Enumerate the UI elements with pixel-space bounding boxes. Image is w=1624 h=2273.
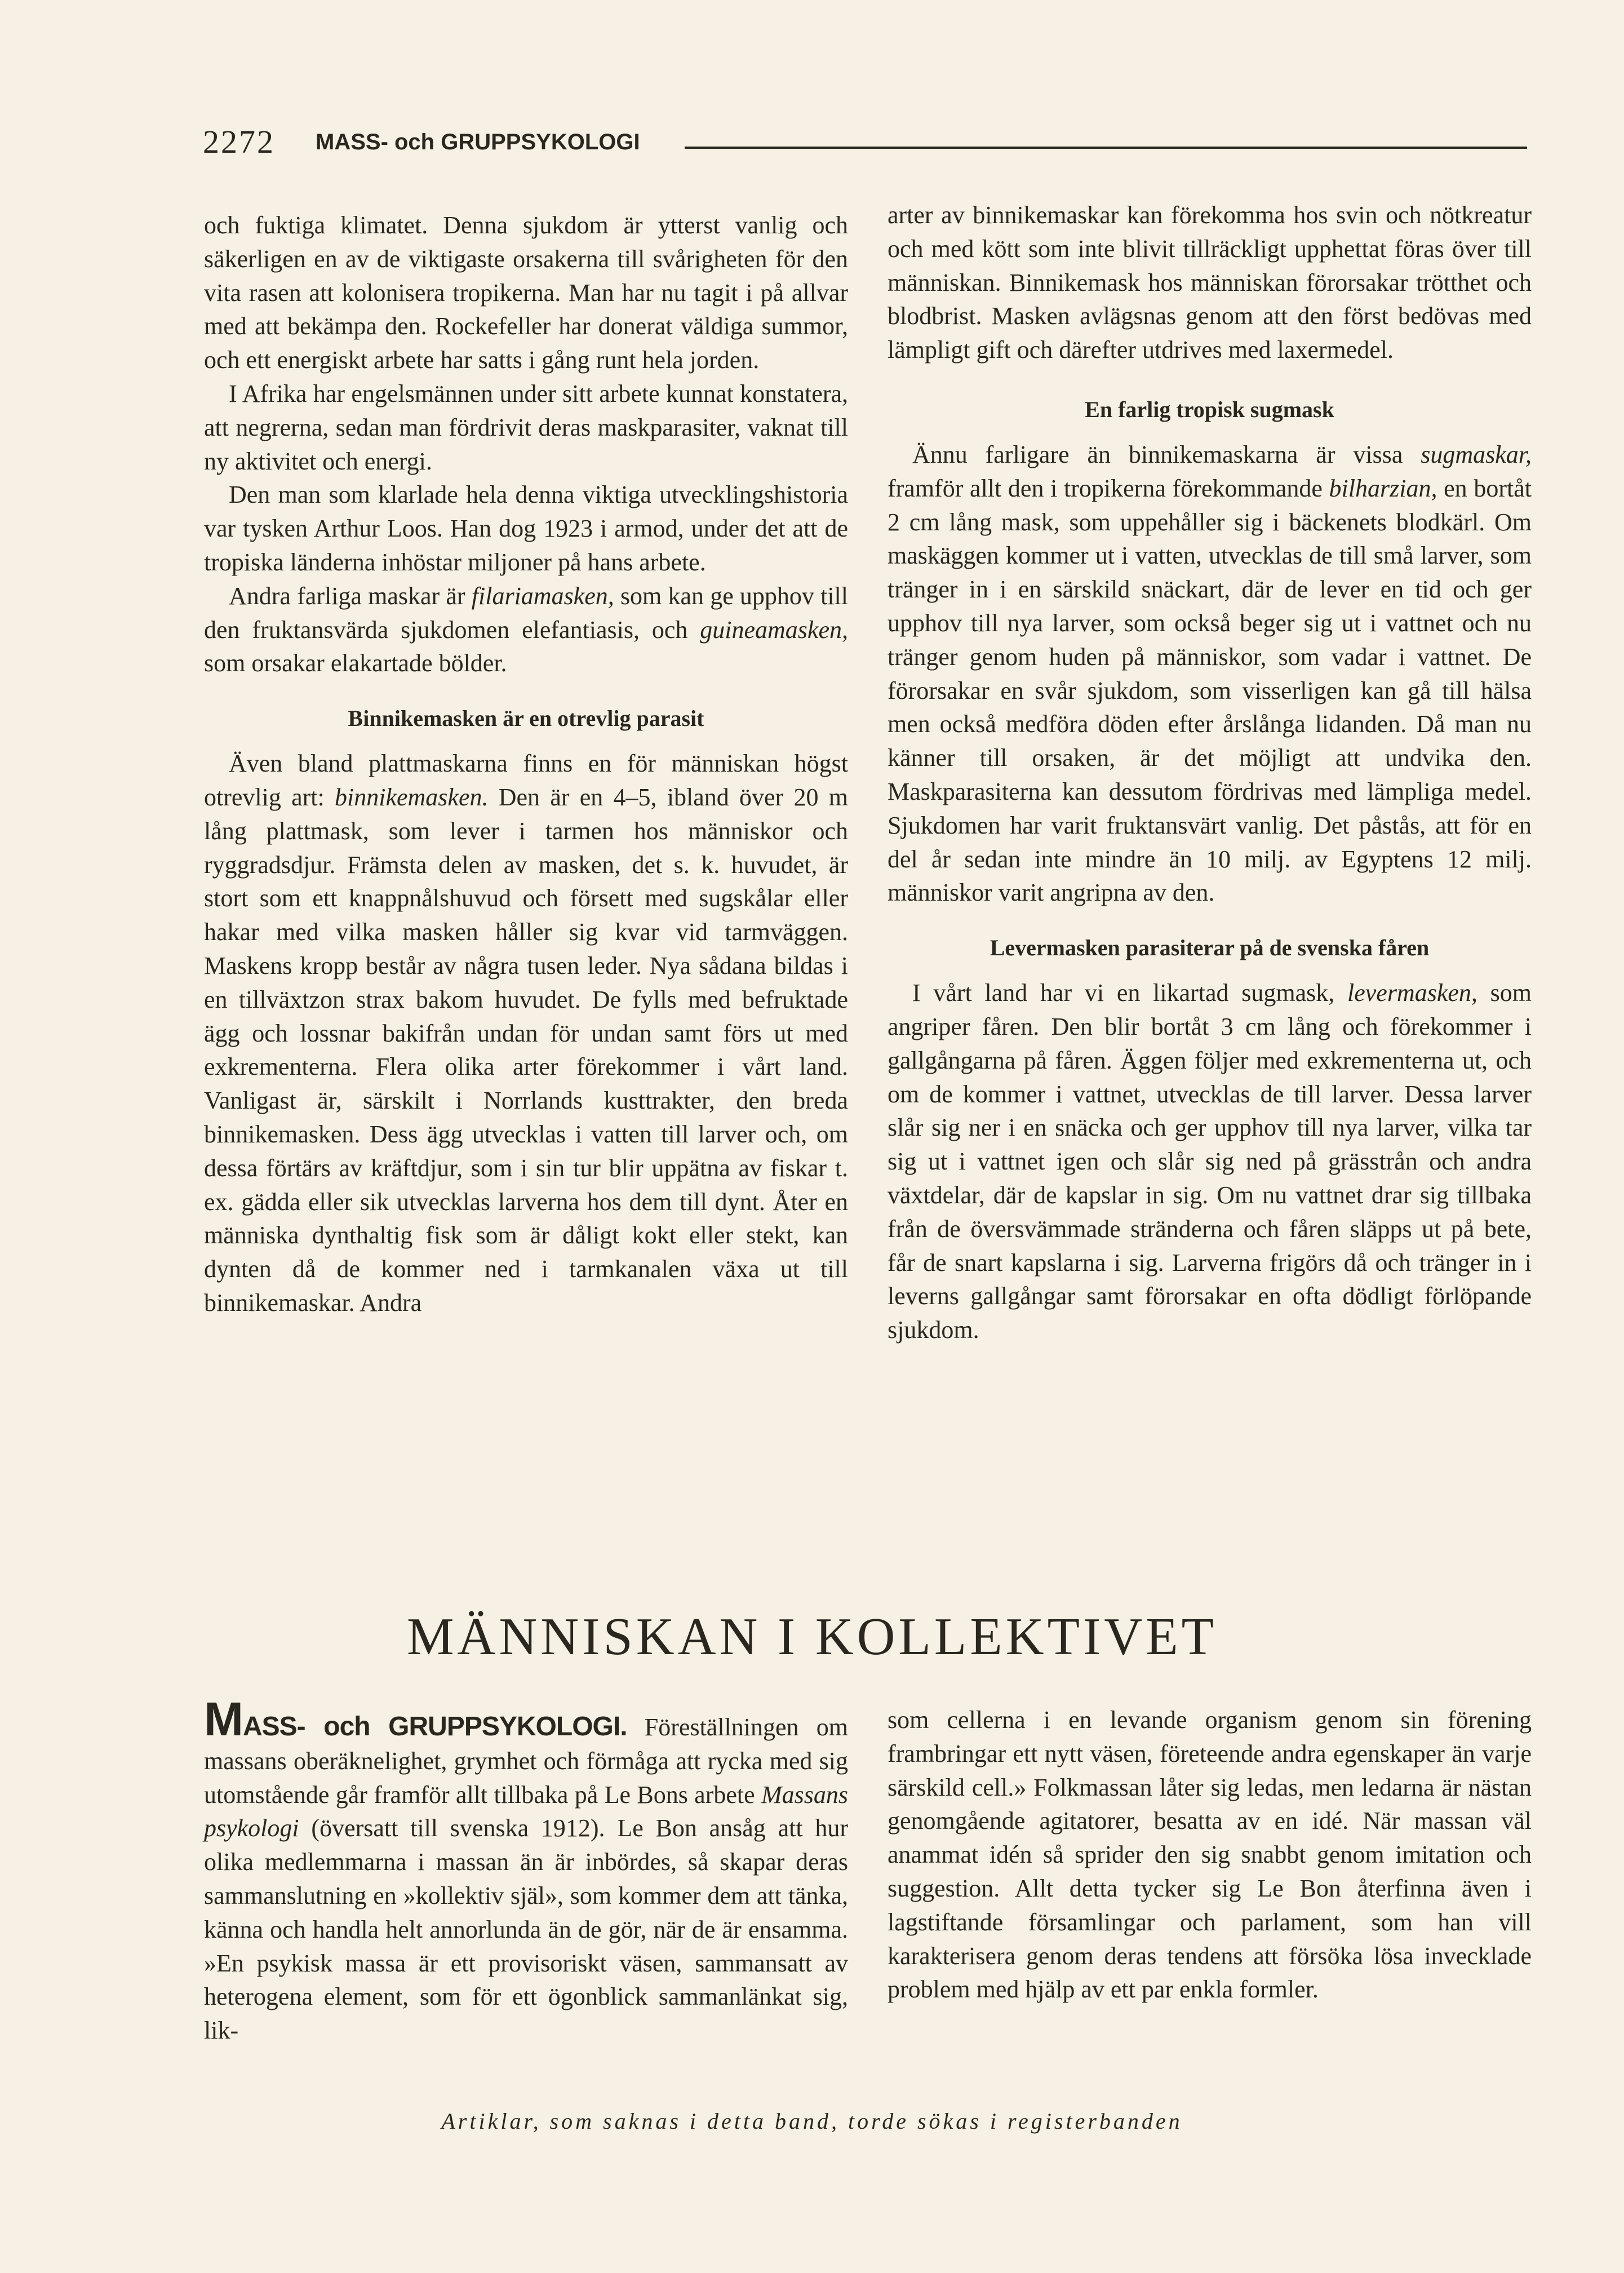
paragraph: I Afrika har engelsmännen under sitt arbete kunnat konstatera, att negrerna, sedan man fördrivit deras maskparasiter, vaknat till ny aktivitet och energi.	[204, 379, 848, 475]
lead-rest: ASS- och GRUPPSYKOLOGI.	[242, 1712, 627, 1742]
section-right-column	[888, 1703, 1532, 2006]
text: Den är en 4–5, ibland över 20 m lång plattmask, som lever i tarmen hos människor och ryggradsdjur. Främsta delen av masken, det s. k. huvudet, är stort som ett knappnålshuvud och försett med sugskålar eller hakar med vilka masken håller sig kvar vid tarmväggen. Maskens kropp består av några tusen leder. Nya sådana bildas i en tillväxtzon strax bakom huvudet. De fylls med befruktade ägg och lossnar bakifrån undan för undan samt förs ut med exkrementerna. Flera olika arter förekommer i vårt land. Vanligast är, särskilt i Norrlands kusttrakter, den breda binnikemasken. Dess ägg utvecklas i vatten till larver och, om dessa förtärs av kräftdjur, som i sin tur blir uppätna av fiskar t. ex. gädda eller sik utvecklas larverna hos dem till dynt. Åter en människa dynthaltig fisk som är dåligt kokt eller stekt, kan dynten då de kommer ned i tarmkanalen växa ut till binnikemaskar. Andra	[204, 783, 848, 1317]
section-heading: Levermasken parasiterar på de svenska fåren	[990, 935, 1430, 961]
text: som kan ge upphov till den fruktansvärda sjukdomen elefantiasis, och	[204, 582, 848, 644]
text: som orsakar elakartade bölder.	[204, 649, 507, 677]
paragraph	[204, 747, 848, 1320]
right-column	[888, 198, 1532, 1347]
paragraph: arter av binnikemaskar kan förekomma hos svin och nötkreatur och med kött som inte blivit tillräckligt upphettat föras över till människan. Binnikemask hos människan förorsakar trötthet och blodbrist. Masken avlägsnas genom att den först bedövas med lämpligt gift och därefter utdrives med laxermedel.	[888, 201, 1532, 364]
paragraph	[204, 1692, 848, 2048]
left-column	[204, 209, 848, 1320]
italic-title: Massans psykologi	[204, 1780, 848, 1842]
paragraph	[888, 438, 1532, 910]
section-left-column	[204, 1692, 848, 2048]
section-heading: En farlig tropisk sugmask	[1085, 396, 1334, 422]
section-title: MÄNNISKAN I KOLLEKTIVET	[406, 1607, 1218, 1666]
paragraph: och fuktiga klimatet. Denna sjukdom är ytterst vanlig och säkerligen en av de viktigaste orsakerna till svårigheten för den vita rasen att kolonisera tropikerna. Man har nu tagit i på allvar med att bekämpa den. Rockefeller har donerat väldiga summor, och ett energiskt arbete har satts i gång runt hela jorden.	[204, 211, 848, 374]
text: Andra farliga maskar är	[229, 582, 472, 610]
text: Föreställningen om massans oberäknelighet, grymhet och förmåga att rycka med sig utomstående går framför allt tillbaka på Le Bons arbete	[204, 1713, 848, 1809]
text: (översatt till svenska 1912). Le Bon ansåg att hur olika medlemmarna i massan än är inbördes, så skapar deras sammanslutning en »kollektiv själ», som kommer dem att tänka, känna och handla helt annorlunda än de gör, när de är ensamma. »En psykisk massa är ett provisoriskt väsen, sammansatt av heterogena element, som för ett ögonblick sammanlänkat sig, lik-	[204, 1814, 848, 2045]
lead-keyword	[204, 1692, 627, 1745]
italic-term: sugmaskar,	[1421, 440, 1532, 468]
text: en bortåt 2 cm lång mask, som uppehåller sig i bäckenets blodkärl. Om maskäggen kommer ut i vatten, utvecklas de till små larver, som tränger in i en särskild snäckart, där de lever en tid och ger upphov till nya larver, som också beger sig ut i vattnet och nu tränger genom huden på människor, som vadar i vattnet. De förorsakar en svår sjukdom, som visserligen kan gå till hälsa men också medföra döden efter årslånga lidanden. Då man nu känner till orsaken, är det möjligt att undvika den. Maskparasiterna kan dessutom fördrivas med lämpliga medel. Sjukdomen har varit fruktansvärt vanlig. Det påstås, att för en del år sedan inte mindre än 10 milj. av Egyptens 12 milj. människor varit angripna av den.	[888, 474, 1532, 907]
text: framför allt den i tropikerna förekommande	[888, 474, 1329, 502]
running-header	[203, 123, 1527, 162]
footer-note: Artiklar, som saknas i detta band, torde sökas i registerbanden	[441, 2108, 1183, 2134]
italic-term: filariamasken,	[471, 582, 614, 610]
italic-term: levermasken,	[1347, 979, 1477, 1007]
italic-term: bilharzian,	[1329, 474, 1437, 502]
text: som angriper fåren. Den blir bortåt 3 cm lång och förekommer i gallgångarna på fåren. Äggen följer med exkrementerna ut, och om de kommer i vattnet, utvecklas de till larver. Dessa larver slår sig ner i en snäcka och ger upphov till nya larver, vilka tar sig ut i vattnet igen och slår sig ned på grässtrån och andra växtdelar, där de kapslar in sig. Om nu vattnet drar sig tillbaka från de översvämmade stränderna och fåren släpps ut på bete, får de snart kapslarna i sig. Larverna frigörs då och tränger in i leverns gallgångar samt förorsakar en ofta dödligt förlöpande sjukdom.	[888, 979, 1532, 1344]
text: Ännu farligare än binnikemaskarna är vissa	[912, 440, 1421, 468]
text: Även bland plattmaskarna finns en för människan högst otrevlig art:	[204, 750, 848, 811]
section-heading: Binnikemasken är en otrevlig parasit	[348, 706, 704, 732]
italic-term: binnikemasken.	[335, 783, 489, 811]
header-rule	[685, 147, 1527, 149]
running-title: MASS- och GRUPPSYKOLOGI	[316, 130, 640, 154]
italic-term: guineamasken,	[700, 615, 848, 644]
text: I vårt land har vi en likartad sugmask,	[912, 979, 1347, 1007]
paragraph: som cellerna i en levande organism genom sin förening frambringar ett nytt väsen, företeende andra egenskaper än varje särskild cell.» Folkmassan låter sig ledas, men ledarna är nästan genomgående agitatorer, besatta av en idé. När massan väl anammat idén så sprider den sig snabbt genom imitation och suggestion. Allt detta tycker sig Le Bon återfinna även i lagstiftande församlingar och parlament, som han vill karakterisera genom deras tendens att försöka lösa invecklade problem med hjälp av ett par enkla formler.	[888, 1706, 1532, 2004]
paragraph	[888, 976, 1532, 1347]
page-number: 2272	[203, 123, 275, 160]
lead-capital: M	[204, 1692, 243, 1745]
paragraph: Den man som klarlade hela denna viktiga utvecklingshistoria var tysken Arthur Loos. Han dog 1923 i armod, under det att de tropiska länderna inhöstar miljoner på hans arbete.	[204, 481, 848, 576]
paragraph	[204, 579, 848, 680]
